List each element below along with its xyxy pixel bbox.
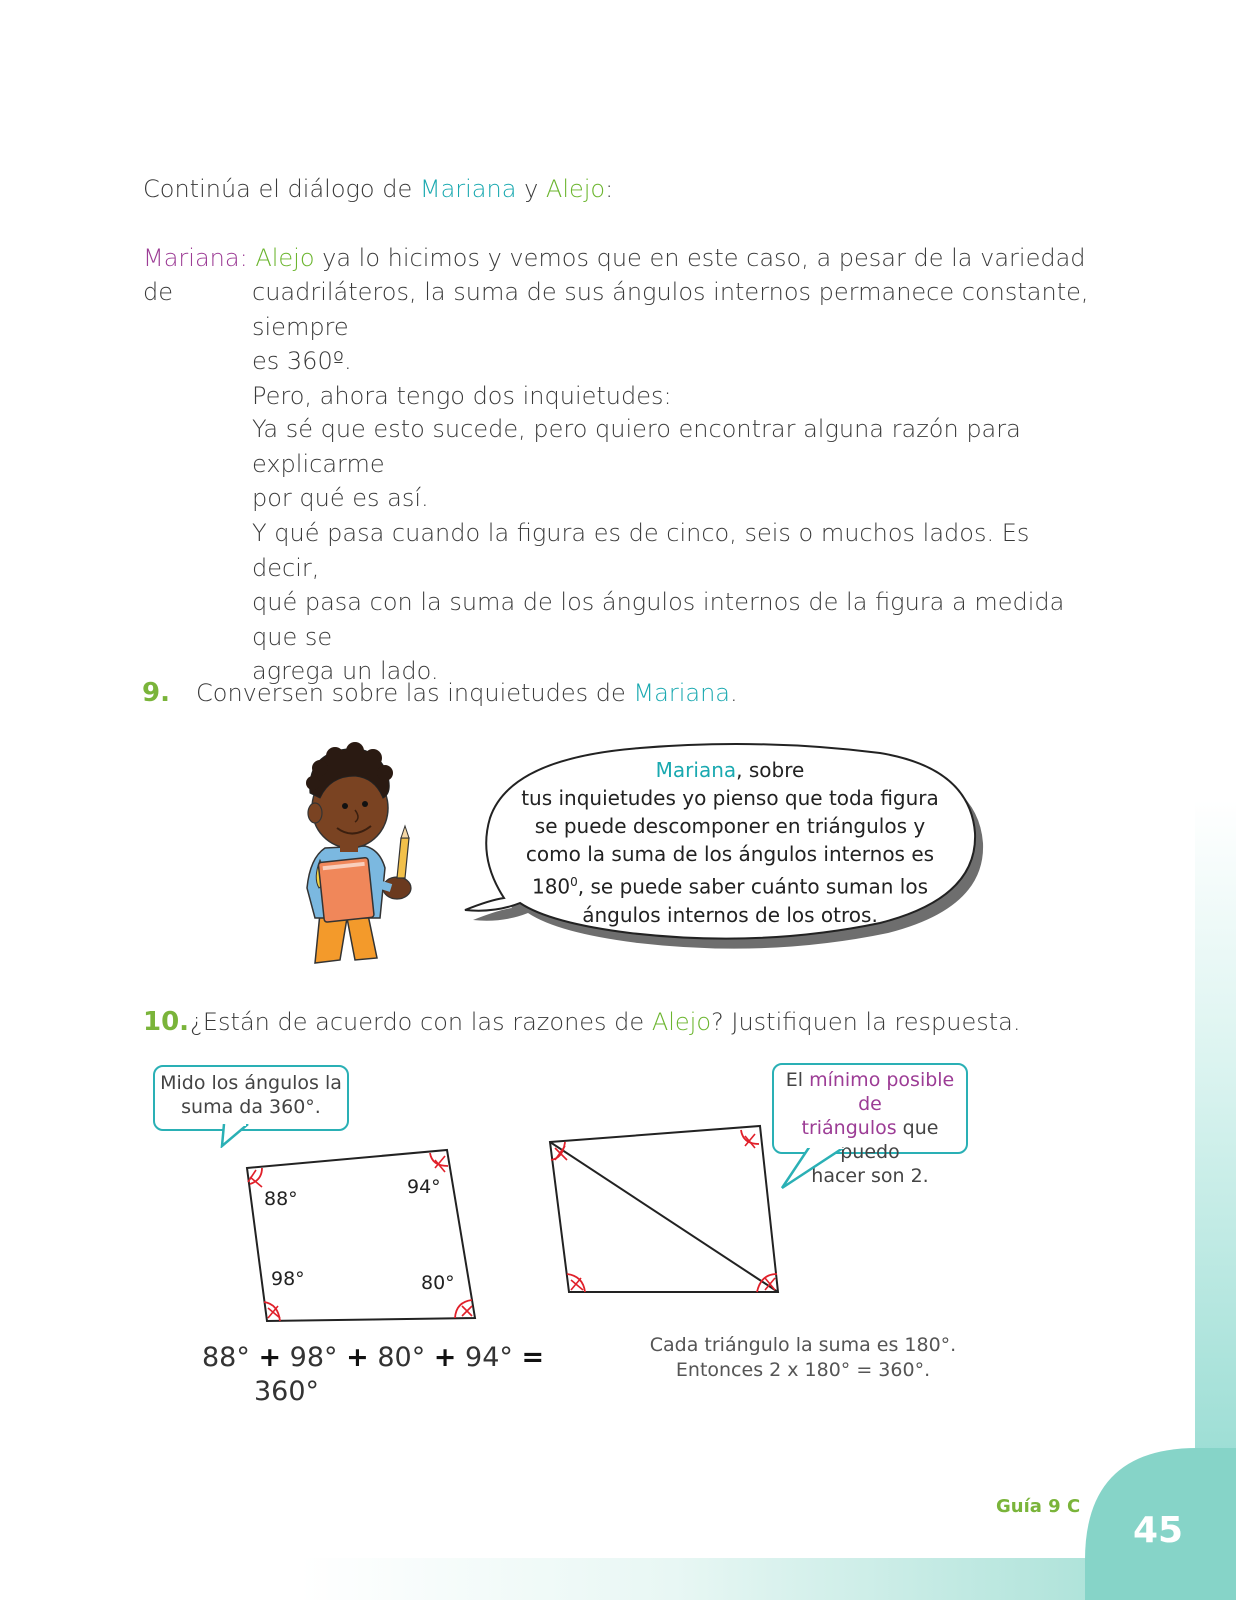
left-note-line2: suma da 360°. (181, 1096, 321, 1118)
intro-line (143, 172, 613, 206)
right-note-word1: El (785, 1069, 810, 1091)
sum-plus-1: + (258, 1342, 282, 1373)
guide-label: Guía 9 C (996, 1496, 1081, 1517)
dialog-line4: Pero, ahora tengo dos inquietudes: (252, 381, 672, 410)
dialog-addressee: Alejo (255, 244, 315, 272)
question-10 (143, 1007, 189, 1037)
right-note-highlight2: triángulos (801, 1117, 897, 1139)
quadrilateral-figure (240, 1140, 490, 1325)
dialog-p3-line3: agrega un lado. (252, 657, 439, 685)
bubble-line5-number: 180 (531, 874, 571, 899)
name-alejo: Alejo (545, 175, 606, 203)
bubble-name: Mariana (655, 758, 737, 782)
sum-term-c: 80° (377, 1342, 426, 1373)
sum-term-a: 88° (202, 1342, 250, 1373)
question-9-body: Conversen sobre las inquietudes de (196, 679, 634, 707)
right-note-highlight1: mínimo posible de (809, 1069, 955, 1115)
left-note-box (153, 1065, 349, 1131)
triangulated-quadrilateral-figure (545, 1120, 785, 1295)
page-number: 45 (1133, 1510, 1184, 1551)
sum-result: 360° (254, 1376, 320, 1407)
speech-bubble-text (505, 756, 955, 929)
dialog-speaker: Mariana: (143, 244, 248, 272)
bubble-line-6: ángulos internos de los otros. (582, 902, 878, 927)
right-note-rest2: que puedo (840, 1117, 939, 1163)
bubble-line-3: se puede descomponer en triángulos y (534, 814, 926, 838)
dialog-p2-line2: por qué es así. (252, 484, 429, 512)
dialog-line1: ya lo hicimos y vemos que en este caso, a pesar de la variedad de (143, 244, 1086, 306)
sum-term-b: 98° (289, 1342, 338, 1373)
dialog-p3-line1: Y qué pasa cuando la figura es de cinco, seis o muchos lados. Es decir, (252, 519, 1030, 582)
question-9-end: . (729, 679, 738, 707)
dialog-paragraph-1 (252, 275, 1102, 413)
angle-label-top-right: 94° (407, 1176, 441, 1198)
question-9 (142, 678, 170, 708)
bubble-line-5 (505, 868, 955, 901)
question-10-text (190, 1005, 1021, 1039)
sum-term-d: 94° (465, 1342, 513, 1373)
caption-line2: Entonces 2 x 180° = 360°. (675, 1359, 931, 1381)
sum-equals: = (521, 1342, 545, 1373)
bubble-line5-rest: , se puede saber cuánto suman los (577, 874, 929, 899)
angle-label-bottom-left: 98° (271, 1268, 305, 1290)
question-9-name: Mariana (633, 679, 730, 707)
bubble-line-4: como la suma de los ángulos internos es (525, 842, 935, 866)
bubble-line-2: tus inquietudes yo pienso que toda figura (521, 786, 939, 810)
angle-label-top-left: 88° (264, 1188, 298, 1210)
dialog-line3: es 360º. (252, 347, 352, 375)
dialog-paragraph-3 (252, 516, 1102, 689)
bubble-line-1 (505, 756, 955, 784)
dialog-paragraph-2 (252, 412, 1102, 516)
question-10-end: ? Justifiquen la respuesta. (711, 1008, 1021, 1036)
right-note-line3: hacer son 2. (811, 1165, 929, 1187)
caption-line1: Cada triángulo la suma es 180°. (649, 1334, 957, 1356)
intro-connector: y (516, 175, 546, 203)
angle-label-bottom-right: 80° (421, 1272, 455, 1294)
left-note-line1: Mido los ángulos la (160, 1072, 342, 1094)
question-10-number: 10. (143, 1007, 190, 1037)
bubble-line1-rest: , sobre (736, 758, 805, 782)
bubble-line5-degree: 0 (570, 875, 578, 889)
right-note-box (772, 1063, 968, 1187)
boy-illustration (285, 738, 445, 968)
intro-suffix: : (605, 175, 614, 203)
name-mariana: Mariana (419, 175, 517, 203)
right-note-tail (780, 1148, 860, 1190)
sum-plus-3: + (433, 1342, 457, 1373)
sum-plus-2: + (346, 1342, 369, 1373)
question-9-number: 9. (142, 678, 170, 708)
dialog-line2: cuadriláteros, la suma de sus ángulos internos permanece constante, siempre (252, 278, 1089, 341)
angle-sum-equation (202, 1342, 544, 1373)
question-9-text (196, 676, 738, 710)
dialog-p2-line1: Ya sé que esto sucede, pero quiero encontrar alguna razón para explicarme (252, 415, 1021, 478)
question-10-name: Alejo (651, 1008, 712, 1036)
question-10-body: ¿Están de acuerdo con las razones de (190, 1008, 652, 1036)
intro-prefix: Continúa el diálogo de (143, 175, 420, 203)
triangle-caption (628, 1333, 978, 1383)
right-note-line1 (774, 1068, 966, 1116)
dialog-p3-line2: qué pasa con la suma de los ángulos internos de la figura a medida que se (252, 588, 1065, 651)
